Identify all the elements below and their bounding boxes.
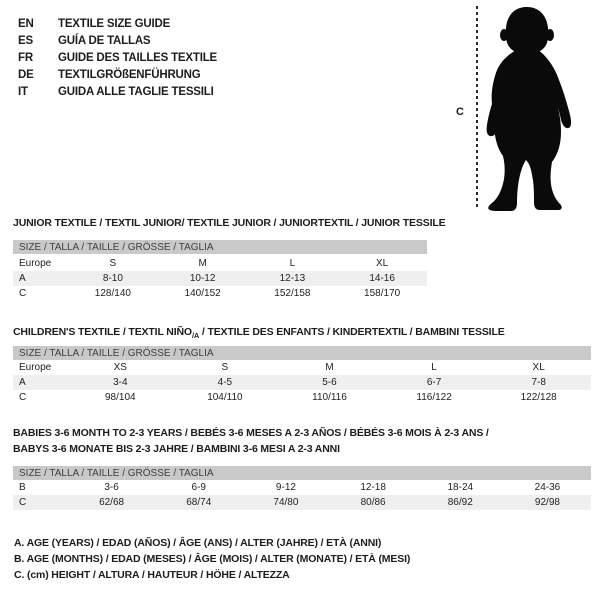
note-age-months: B. AGE (MONTHS) / EDAD (MESES) / ÂGE (MOIS) / ALTER (MONATE) / ETÀ (MESI) bbox=[14, 553, 411, 565]
language-code: FR bbox=[18, 51, 33, 64]
section-title-text: / TEXTILE DES ENFANTS / KINDERTEXTIL / BAMBINI TESSILE bbox=[199, 326, 505, 338]
size-header-bar: SIZE / TALLA / TAILLE / GRÖSSE / TAGLIA bbox=[13, 240, 427, 254]
table-cell: 128/140 bbox=[94, 288, 131, 299]
table-cell: 74/80 bbox=[273, 497, 299, 508]
language-title: GUIDA ALLE TAGLIE TESSILI bbox=[58, 85, 214, 98]
language-row-es bbox=[18, 32, 217, 49]
table-cell: 92/98 bbox=[534, 497, 560, 508]
table-cell: 86/92 bbox=[447, 497, 473, 508]
language-row-en bbox=[18, 15, 217, 32]
table-cell: 7-8 bbox=[531, 377, 546, 388]
table-cell: 98/104 bbox=[105, 392, 136, 403]
table-row bbox=[13, 360, 591, 375]
table-row bbox=[13, 286, 427, 301]
table-cell: 122/128 bbox=[520, 392, 557, 403]
table-cell: L bbox=[431, 362, 437, 373]
row-label: Europe bbox=[19, 258, 52, 269]
junior-size-table bbox=[13, 240, 427, 301]
language-row-de bbox=[18, 66, 217, 83]
row-label: C bbox=[19, 392, 27, 403]
table-cell: XS bbox=[113, 362, 127, 373]
language-title: TEXTILGRÖßENFÜHRUNG bbox=[58, 68, 201, 81]
height-measure-line bbox=[476, 6, 478, 210]
table-cell: XL bbox=[376, 258, 389, 269]
row-label: C bbox=[19, 497, 27, 508]
table-row bbox=[13, 271, 427, 286]
row-label: A bbox=[19, 377, 26, 388]
section-title-babies-line1: BABIES 3-6 MONTH TO 2-3 YEARS / BEBÉS 3-6 MESES A 2-3 AÑOS / BÉBÉS 3-6 MOIS À 2-3 ANS / bbox=[13, 427, 489, 439]
section-title-text: CHILDREN'S TEXTILE / TEXTIL NIÑO bbox=[13, 326, 192, 338]
table-cell: 3-4 bbox=[113, 377, 128, 388]
size-header-bar: SIZE / TALLA / TAILLE / GRÖSSE / TAGLIA bbox=[13, 346, 591, 360]
children-size-table bbox=[13, 346, 591, 405]
language-code: EN bbox=[18, 17, 34, 30]
table-cell: M bbox=[325, 362, 334, 373]
table-cell: 6-7 bbox=[426, 377, 442, 388]
language-code: ES bbox=[18, 34, 33, 47]
row-label: B bbox=[19, 482, 26, 493]
height-measure-label: C bbox=[456, 106, 464, 118]
section-title-children bbox=[13, 326, 505, 340]
language-list bbox=[18, 15, 217, 100]
note-age-years: A. AGE (YEARS) / EDAD (AÑOS) / ÂGE (ANS) / ALTER (JAHRE) / ETÀ (ANNI) bbox=[14, 537, 382, 549]
table-row bbox=[13, 480, 591, 495]
language-title: GUÍA DE TALLAS bbox=[58, 34, 151, 47]
table-cell: L bbox=[289, 258, 296, 269]
table-cell: 9-12 bbox=[275, 482, 296, 493]
language-row-fr bbox=[18, 49, 217, 66]
table-row bbox=[13, 390, 591, 405]
language-row-it bbox=[18, 83, 217, 100]
table-cell: 8-10 bbox=[102, 273, 123, 284]
table-cell: 158/170 bbox=[364, 288, 401, 299]
language-title: TEXTILE SIZE GUIDE bbox=[58, 17, 171, 30]
section-title-babies-line2: BABYS 3-6 MONATE BIS 2-3 JAHRE / BAMBINI 3-6 MESI A 2-3 ANNI bbox=[13, 443, 340, 455]
table-cell: 152/158 bbox=[274, 288, 311, 299]
table-cell: 18-24 bbox=[447, 482, 474, 493]
table-cell: 14-16 bbox=[369, 273, 395, 284]
table-cell: 110/116 bbox=[312, 392, 347, 403]
table-cell: 12-18 bbox=[360, 482, 386, 493]
table-row bbox=[13, 256, 427, 271]
note-height: C. (cm) HEIGHT / ALTURA / HAUTEUR / HÖHE / ALTEZZA bbox=[14, 569, 290, 581]
language-code: DE bbox=[18, 68, 34, 81]
legend-notes bbox=[14, 537, 410, 585]
table-cell: 12-13 bbox=[279, 273, 306, 284]
table-cell: 6-9 bbox=[191, 482, 206, 493]
table-cell: 24-36 bbox=[534, 482, 561, 493]
table-cell: 80/86 bbox=[360, 497, 386, 508]
table-row bbox=[13, 375, 591, 390]
size-header-bar: SIZE / TALLA / TAILLE / GRÖSSE / TAGLIA bbox=[13, 466, 591, 480]
table-cell: 5-6 bbox=[322, 377, 337, 388]
toddler-silhouette-icon bbox=[482, 5, 574, 211]
table-cell: 3-6 bbox=[104, 482, 119, 493]
row-label: Europe bbox=[19, 362, 52, 373]
table-cell: 10-12 bbox=[189, 273, 216, 284]
babies-size-table bbox=[13, 466, 591, 510]
table-cell: 62/68 bbox=[99, 497, 125, 508]
table-cell: 116/122 bbox=[416, 392, 452, 403]
table-row bbox=[13, 495, 591, 510]
section-title-subscript: /A bbox=[191, 331, 200, 341]
row-label: A bbox=[19, 273, 26, 284]
table-cell: M bbox=[198, 258, 207, 269]
table-cell: 104/110 bbox=[207, 392, 243, 403]
table-cell: 68/74 bbox=[186, 497, 212, 508]
table-cell: 4-5 bbox=[217, 377, 233, 388]
row-label: C bbox=[19, 288, 27, 299]
table-cell: 140/152 bbox=[184, 288, 221, 299]
table-cell: S bbox=[109, 258, 117, 269]
language-title: GUIDE DES TAILLES TEXTILE bbox=[58, 51, 217, 64]
table-cell: XL bbox=[532, 362, 545, 373]
language-code: IT bbox=[18, 85, 28, 98]
section-title-junior: JUNIOR TEXTILE / TEXTIL JUNIOR/ TEXTILE JUNIOR / JUNIORTEXTIL / JUNIOR TESSILE bbox=[13, 217, 446, 229]
table-cell: S bbox=[221, 362, 229, 373]
